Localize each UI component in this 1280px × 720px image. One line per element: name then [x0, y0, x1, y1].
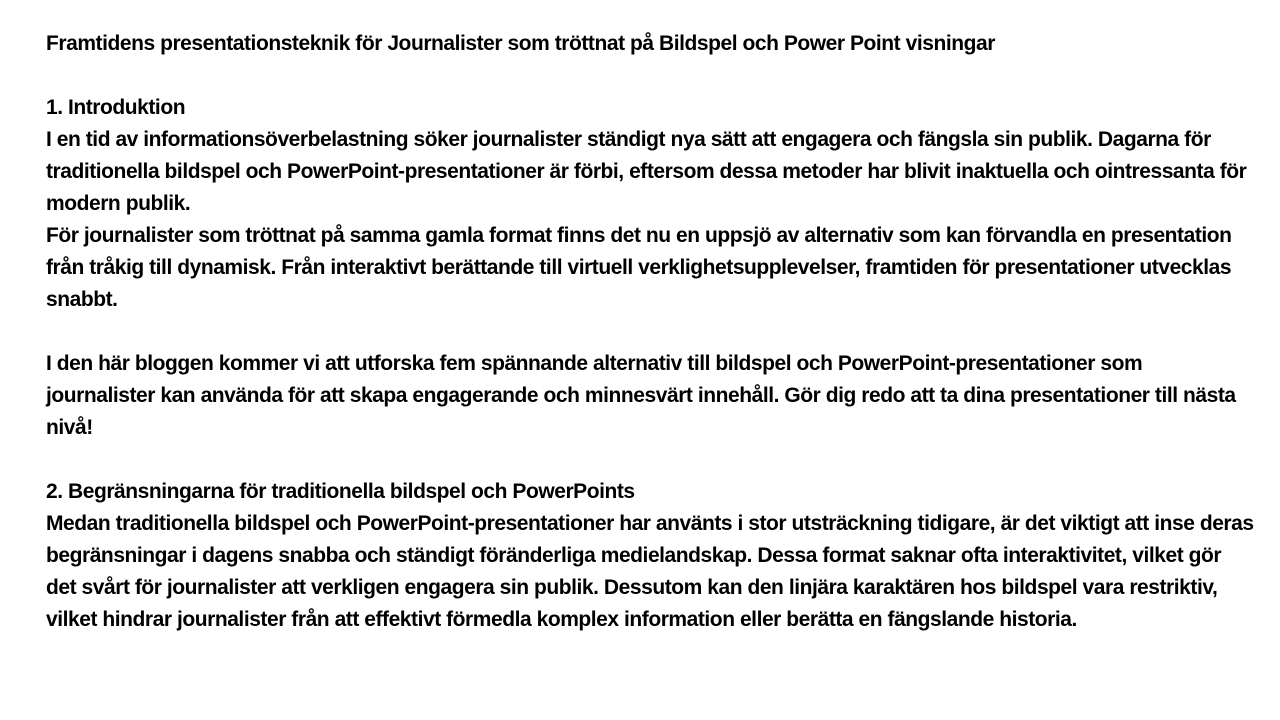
- paragraph-limitations-1: Medan traditionella bildspel och PowerPoint-presentationer har använts i stor utsträckning tidigare, är det viktigt att inse deras begränsningar i dagens snabba och ständigt föränderliga medielandskap. Dessa format saknar ofta interaktivitet, vilket gör det svårt för journalister att verkligen engagera sin publik. Dessutom kan den linjära karaktären hos bildspel vara restriktiv, vilket hindrar journalister från att effektivt förmedla komplex information eller berätta en fängslande historia.: [46, 512, 1254, 631]
- paragraph-intro-3: I den här bloggen kommer vi att utforska fem spännande alternativ till bildspel och PowerPoint-presentationer som journalister kan använda för att skapa engagerande och minnesvärt innehåll. Gör dig redo att ta dina presentationer till nästa nivå!: [46, 352, 1236, 439]
- section-heading-begransningarna: 2. Begränsningarna för traditionella bildspel och PowerPoints: [46, 480, 635, 503]
- document-title: Framtidens presentationsteknik för Journalister som tröttnat på Bildspel och Power Point visningar: [46, 32, 995, 55]
- spacer: [46, 444, 1256, 476]
- paragraph-intro-1: I en tid av informationsöverbelastning söker journalister ständigt nya sätt att engagera och fängsla sin publik. Dagarna för traditionella bildspel och PowerPoint-presentationer är förbi, eftersom dessa metoder har blivit inaktuella och ointressanta för modern publik.: [46, 128, 1247, 215]
- document-slide: [46, 28, 1256, 636]
- section-heading-introduktion: 1. Introduktion: [46, 96, 186, 119]
- spacer: [46, 316, 1256, 348]
- spacer: [46, 60, 1256, 92]
- paragraph-intro-2: För journalister som tröttnat på samma gamla format finns det nu en uppsjö av alternativ som kan förvandla en presentation från tråkig till dynamisk. Från interaktivt berättande till virtuell verklighetsupplevelser, framtiden för presentationer utvecklas snabbt.: [46, 224, 1232, 311]
